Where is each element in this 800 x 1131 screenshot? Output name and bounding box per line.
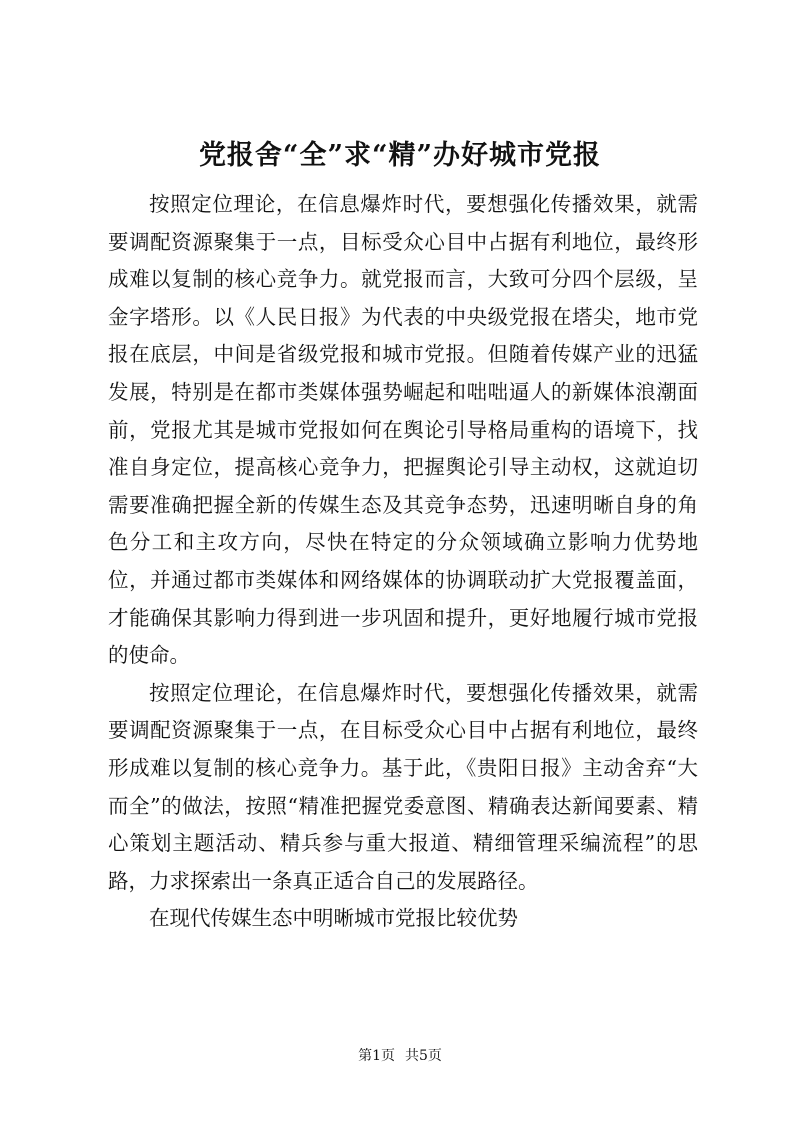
page-number-total: 共5页	[405, 1048, 442, 1064]
paragraph-1: 按照定位理论，在信息爆炸时代，要想强化传播效果，就需要调配资源聚集于一点，目标受众心目中占据有利地位，最终形成难以复制的核心竞争力。就党报而言，大致可分四个层级，呈金字塔形。以《人民日报》为代表的中央级党报在塔尖，地市党报在底层，中间是省级党报和城市党报。但随着传媒产业的迅猛发展，特别是在都市类媒体强势崛起和咄咄逼人的新媒体浪潮面前，党报尤其是城市党报如何在舆论引导格局重构的语境下，找准自身定位，提高核心竞争力，把握舆论引导主动权，这就迫切需要准确把握全新的传媒生态及其竞争态势，迅速明晰自身的角色分工和主攻方向，尽快在特定的分众领域确立影响力优势地位，并通过都市类媒体和网络媒体的协调联动扩大党报覆盖面，才能确保其影响力得到进一步巩固和提升，更好地履行城市党报的使命。	[108, 192, 698, 668]
page-number-current: 第1页	[358, 1048, 395, 1064]
paragraph-2: 按照定位理论，在信息爆炸时代，要想强化传播效果，就需要调配资源聚集于一点，在目标受众心目中占据有利地位，最终形成难以复制的核心竞争力。基于此，《贵阳日报》主动舍弃“大而全”的做法，按照“精准把握党委意图、精确表达新闻要素、精心策划主题活动、精兵参与重大报道、精细管理采编流程”的思路，力求探索出一条真正适合自己的发展路径。	[108, 680, 698, 893]
paragraph-3: 在现代传媒生态中明晰城市党报比较优势	[149, 906, 518, 931]
document-title: 党报舍“全”求“精”办好城市党报	[198, 140, 602, 171]
page-footer	[0, 1046, 800, 1066]
document-body	[108, 186, 698, 938]
